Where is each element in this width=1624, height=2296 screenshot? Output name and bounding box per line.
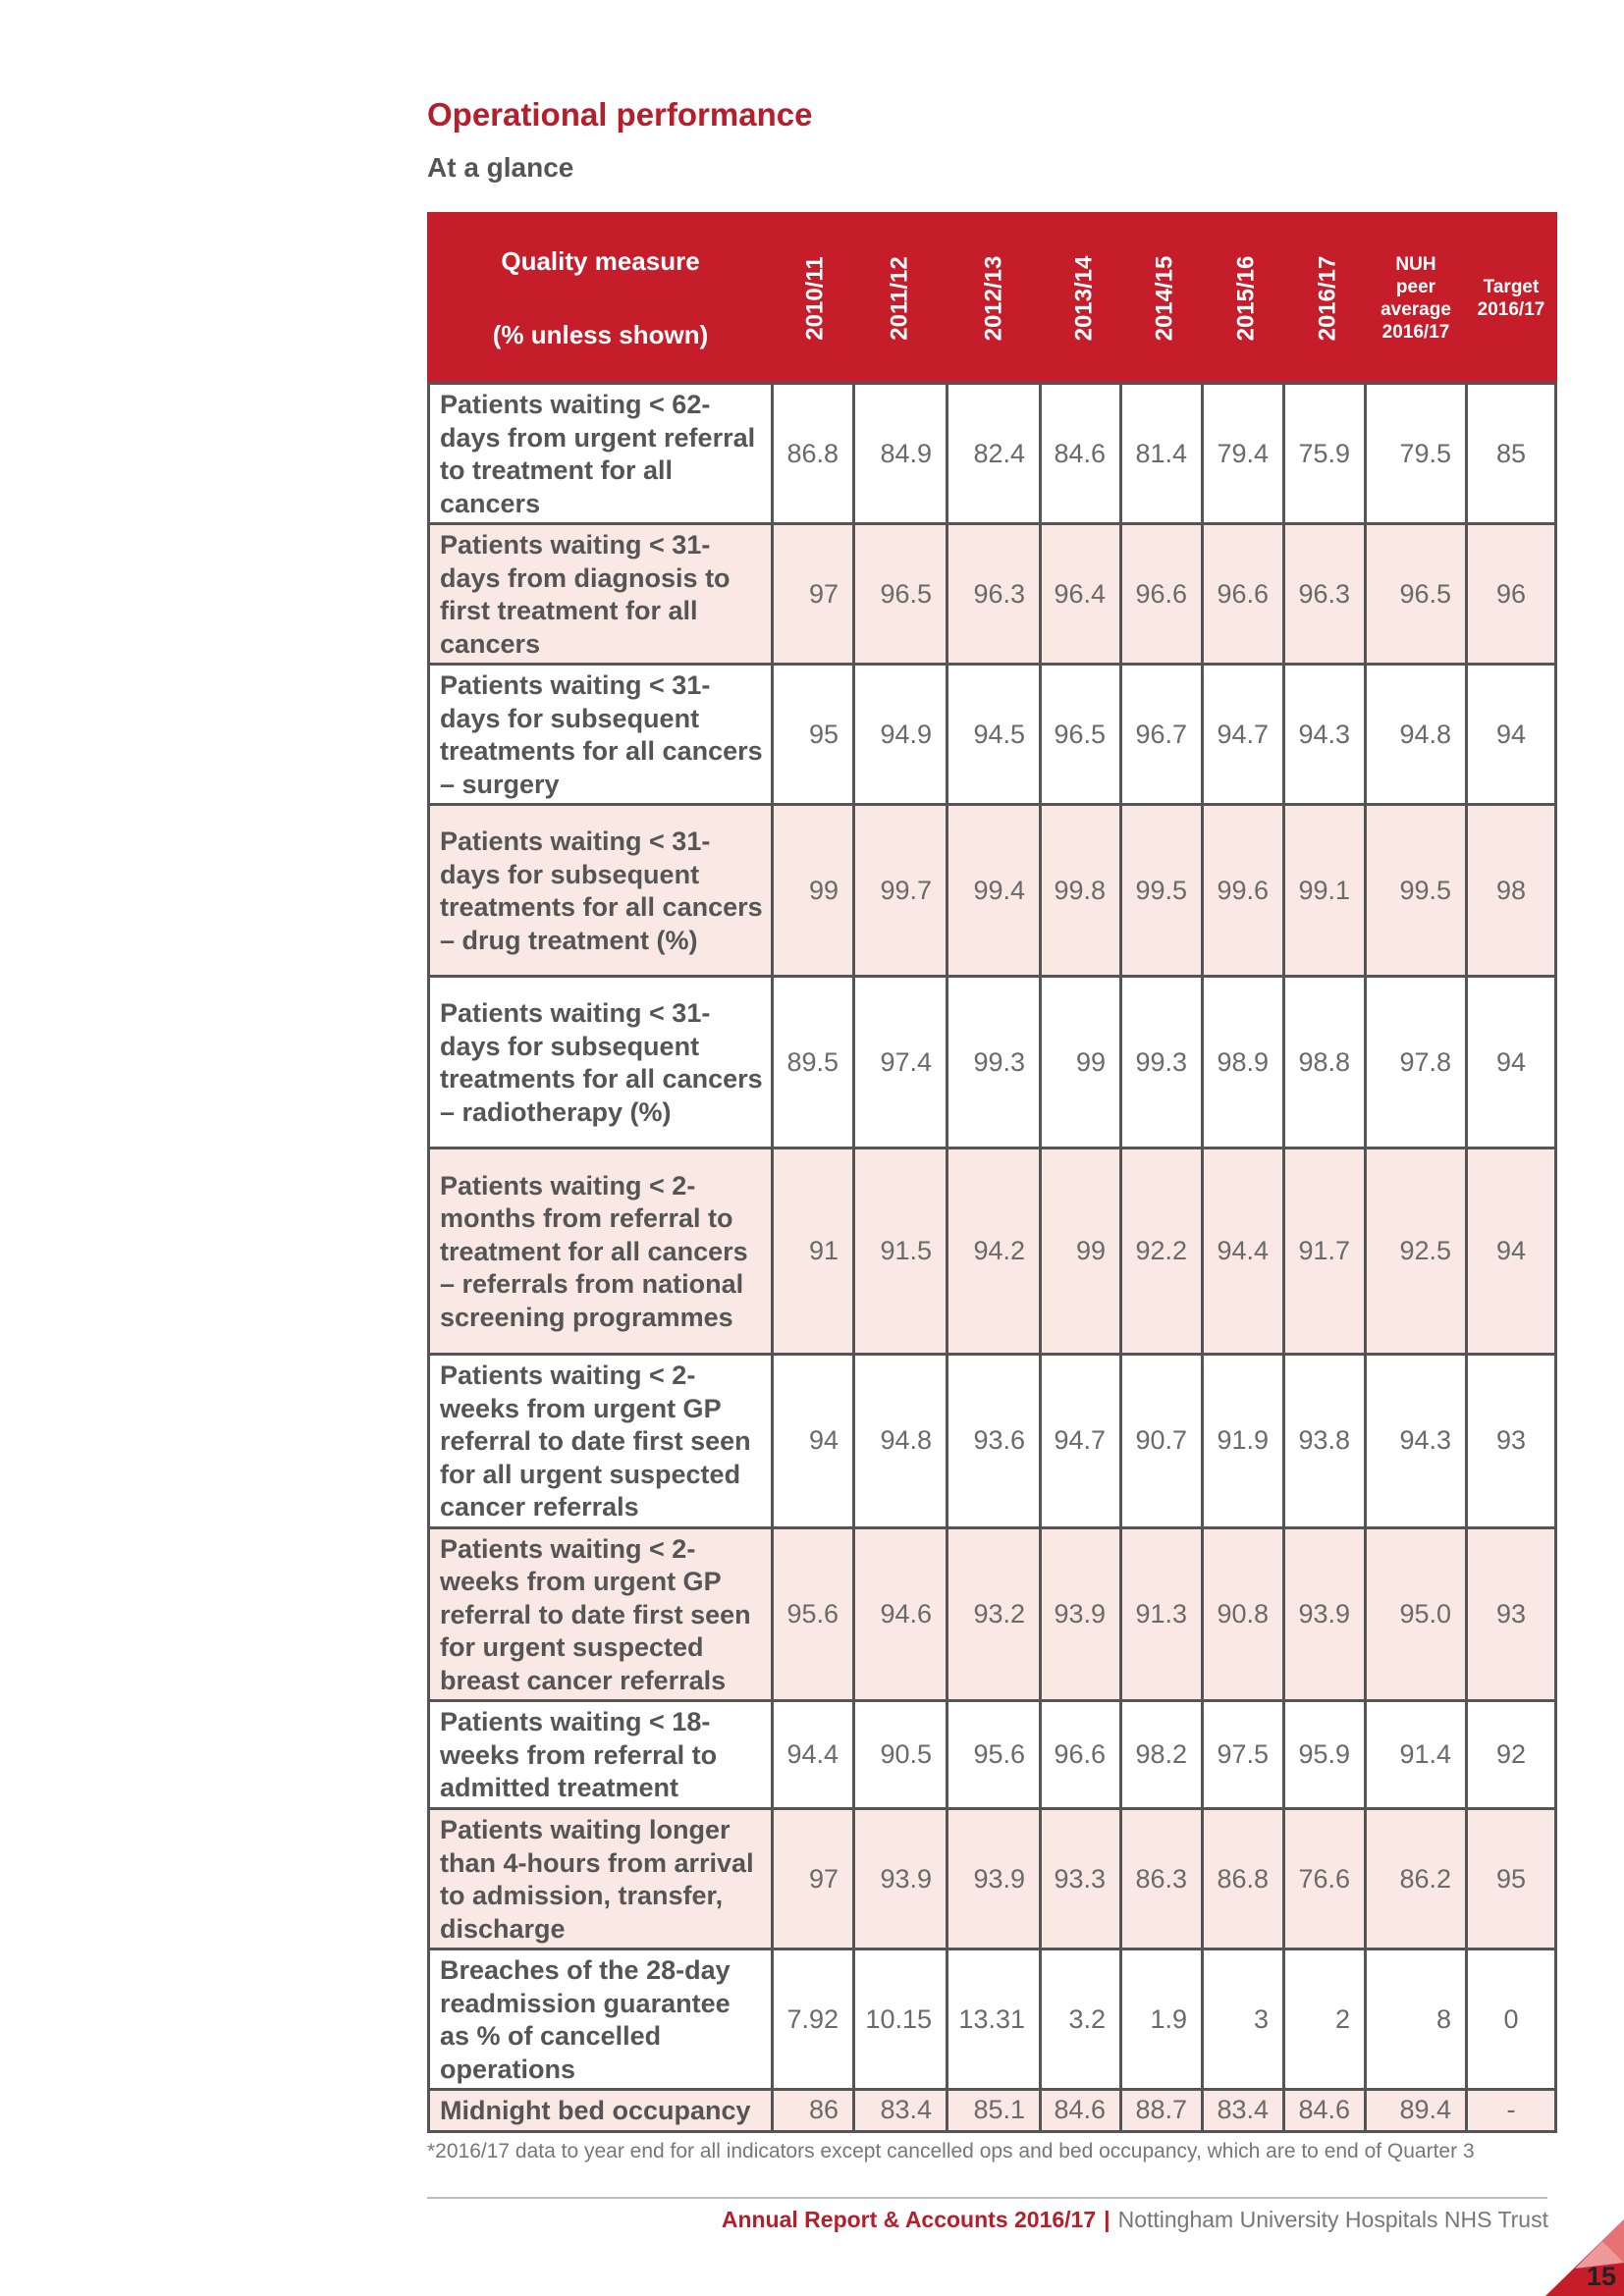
table-row bbox=[429, 1949, 1556, 2090]
measure-cell: Midnight bed occupancy bbox=[429, 2090, 773, 2132]
year-value-cell: 93.6 bbox=[947, 1355, 1041, 1528]
target-cell: 92 bbox=[1467, 1701, 1556, 1809]
year-value-cell: 96.6 bbox=[1203, 524, 1284, 665]
target-cell: 94 bbox=[1467, 977, 1556, 1148]
year-value-cell: 97 bbox=[773, 524, 854, 665]
footer-separator: | bbox=[1104, 2207, 1110, 2232]
year-value-cell: 83.4 bbox=[1203, 2090, 1284, 2132]
year-value-cell: 96.5 bbox=[854, 524, 947, 665]
table-row bbox=[429, 665, 1556, 805]
measure-cell: Patients waiting < 31-days for subsequent treatments for all cancers – radiotherapy (%) bbox=[429, 977, 773, 1148]
year-value-cell: 99.8 bbox=[1041, 805, 1121, 977]
year-value-cell: 94.2 bbox=[947, 1148, 1041, 1355]
year-value-cell: 84.6 bbox=[1284, 2090, 1366, 2132]
year-value-cell: 84.9 bbox=[854, 384, 947, 524]
year-value-cell: 7.92 bbox=[773, 1949, 854, 2090]
year-value-cell: 94.3 bbox=[1284, 665, 1366, 805]
year-value-cell: 82.4 bbox=[947, 384, 1041, 524]
page-subtitle: At a glance bbox=[427, 152, 574, 183]
page-title: Operational performance bbox=[427, 96, 813, 133]
year-value-cell: 99 bbox=[1041, 977, 1121, 1148]
year-value-cell: 84.6 bbox=[1041, 384, 1121, 524]
year-value-cell: 86.3 bbox=[1121, 1809, 1203, 1949]
year-value-cell: 92.2 bbox=[1121, 1148, 1203, 1355]
measure-cell: Patients waiting < 2-months from referral to treatment for all cancers – referrals from national screening programmes bbox=[429, 1148, 773, 1355]
target-cell: 93 bbox=[1467, 1527, 1556, 1701]
year-value-cell: 3 bbox=[1203, 1949, 1284, 2090]
target-cell: 94 bbox=[1467, 1148, 1556, 1355]
year-value-cell: 99.6 bbox=[1203, 805, 1284, 977]
year-value-cell: 13.31 bbox=[947, 1949, 1041, 2090]
year-value-cell: 99 bbox=[1041, 1148, 1121, 1355]
table-row bbox=[429, 384, 1556, 524]
year-value-cell: 76.6 bbox=[1284, 1809, 1366, 1949]
year-value-cell: 93.9 bbox=[854, 1809, 947, 1949]
year-value-cell: 84.6 bbox=[1041, 2090, 1121, 2132]
header-year: 2015/16 bbox=[1203, 214, 1284, 384]
peer-average-cell: 92.5 bbox=[1366, 1148, 1467, 1355]
table-row bbox=[429, 977, 1556, 1148]
target-cell: - bbox=[1467, 2090, 1556, 2132]
footer-org-name: Nottingham University Hospitals NHS Trust bbox=[1117, 2207, 1548, 2232]
target-cell: 85 bbox=[1467, 384, 1556, 524]
year-value-cell: 81.4 bbox=[1121, 384, 1203, 524]
peer-average-cell: 94.3 bbox=[1366, 1355, 1467, 1528]
year-value-cell: 2 bbox=[1284, 1949, 1366, 2090]
target-cell: 93 bbox=[1467, 1355, 1556, 1528]
year-value-cell: 93.9 bbox=[1041, 1527, 1121, 1701]
header-measure-unit: (% unless shown) bbox=[492, 320, 709, 349]
header-measure-title: Quality measure bbox=[501, 246, 700, 276]
measure-cell: Patients waiting < 31-days for subsequent treatments for all cancers – drug treatment (%) bbox=[429, 805, 773, 977]
header-year: 2016/17 bbox=[1284, 214, 1366, 384]
header-year: 2011/12 bbox=[854, 214, 947, 384]
table-header-row bbox=[429, 214, 1556, 384]
measure-cell: Patients waiting < 31-days for subsequent treatments for all cancers – surgery bbox=[429, 665, 773, 805]
measure-cell: Patients waiting < 62-days from urgent referral to treatment for all cancers bbox=[429, 384, 773, 524]
year-value-cell: 86 bbox=[773, 2090, 854, 2132]
year-value-cell: 94.4 bbox=[1203, 1148, 1284, 1355]
measure-cell: Patients waiting < 31-days from diagnosis to first treatment for all cancers bbox=[429, 524, 773, 665]
peer-average-cell: 79.5 bbox=[1366, 384, 1467, 524]
header-peer-average: NUH peer average 2016/17 bbox=[1366, 214, 1467, 384]
header-year: 2012/13 bbox=[947, 214, 1041, 384]
year-value-cell: 79.4 bbox=[1203, 384, 1284, 524]
year-value-cell: 96.6 bbox=[1121, 524, 1203, 665]
target-cell: 95 bbox=[1467, 1809, 1556, 1949]
year-value-cell: 3.2 bbox=[1041, 1949, 1121, 2090]
footer-divider bbox=[427, 2197, 1547, 2199]
year-value-cell: 99.7 bbox=[854, 805, 947, 977]
peer-average-cell: 86.2 bbox=[1366, 1809, 1467, 1949]
table-row bbox=[429, 1527, 1556, 1701]
peer-average-cell: 91.4 bbox=[1366, 1701, 1467, 1809]
year-value-cell: 93.8 bbox=[1284, 1355, 1366, 1528]
table-row bbox=[429, 1701, 1556, 1809]
peer-average-cell: 99.5 bbox=[1366, 805, 1467, 977]
year-value-cell: 97.4 bbox=[854, 977, 947, 1148]
target-cell: 96 bbox=[1467, 524, 1556, 665]
performance-table bbox=[427, 212, 1557, 2133]
year-value-cell: 94 bbox=[773, 1355, 854, 1528]
year-value-cell: 91.9 bbox=[1203, 1355, 1284, 1528]
year-value-cell: 90.5 bbox=[854, 1701, 947, 1809]
year-value-cell: 96.5 bbox=[1041, 665, 1121, 805]
year-value-cell: 98.2 bbox=[1121, 1701, 1203, 1809]
year-value-cell: 94.5 bbox=[947, 665, 1041, 805]
year-value-cell: 96.7 bbox=[1121, 665, 1203, 805]
year-value-cell: 96.3 bbox=[947, 524, 1041, 665]
year-value-cell: 95.6 bbox=[773, 1527, 854, 1701]
year-value-cell: 91.3 bbox=[1121, 1527, 1203, 1701]
measure-cell: Patients waiting < 2-weeks from urgent GP referral to date first seen for urgent suspected breast cancer referrals bbox=[429, 1527, 773, 1701]
year-value-cell: 99.5 bbox=[1121, 805, 1203, 977]
year-value-cell: 93.9 bbox=[947, 1809, 1041, 1949]
year-value-cell: 99.3 bbox=[947, 977, 1041, 1148]
year-value-cell: 94.4 bbox=[773, 1701, 854, 1809]
year-value-cell: 75.9 bbox=[1284, 384, 1366, 524]
year-value-cell: 89.5 bbox=[773, 977, 854, 1148]
footer bbox=[722, 2207, 1548, 2233]
measure-cell: Patients waiting < 18-weeks from referral to admitted treatment bbox=[429, 1701, 773, 1809]
year-value-cell: 1.9 bbox=[1121, 1949, 1203, 2090]
year-value-cell: 98.8 bbox=[1284, 977, 1366, 1148]
year-value-cell: 93.2 bbox=[947, 1527, 1041, 1701]
year-value-cell: 99 bbox=[773, 805, 854, 977]
footnote: *2016/17 data to year end for all indicators except cancelled ops and bed occupancy, which are to end of Quarter 3 bbox=[427, 2140, 1475, 2163]
year-value-cell: 95 bbox=[773, 665, 854, 805]
target-cell: 0 bbox=[1467, 1949, 1556, 2090]
year-value-cell: 95.6 bbox=[947, 1701, 1041, 1809]
year-value-cell: 91.5 bbox=[854, 1148, 947, 1355]
header-year: 2014/15 bbox=[1121, 214, 1203, 384]
year-value-cell: 91 bbox=[773, 1148, 854, 1355]
measure-cell: Patients waiting longer than 4-hours from arrival to admission, transfer, discharge bbox=[429, 1809, 773, 1949]
peer-average-cell: 89.4 bbox=[1366, 2090, 1467, 2132]
year-value-cell: 94.6 bbox=[854, 1527, 947, 1701]
peer-average-cell: 96.5 bbox=[1366, 524, 1467, 665]
year-value-cell: 96.4 bbox=[1041, 524, 1121, 665]
header-target: Target 2016/17 bbox=[1467, 214, 1556, 384]
year-value-cell: 99.3 bbox=[1121, 977, 1203, 1148]
peer-average-cell: 8 bbox=[1366, 1949, 1467, 2090]
table-row bbox=[429, 2090, 1556, 2132]
year-value-cell: 95.9 bbox=[1284, 1701, 1366, 1809]
peer-average-cell: 97.8 bbox=[1366, 977, 1467, 1148]
year-value-cell: 83.4 bbox=[854, 2090, 947, 2132]
year-value-cell: 90.7 bbox=[1121, 1355, 1203, 1528]
peer-average-cell: 95.0 bbox=[1366, 1527, 1467, 1701]
year-value-cell: 99.1 bbox=[1284, 805, 1366, 977]
year-value-cell: 86.8 bbox=[1203, 1809, 1284, 1949]
year-value-cell: 90.8 bbox=[1203, 1527, 1284, 1701]
year-value-cell: 91.7 bbox=[1284, 1148, 1366, 1355]
year-value-cell: 85.1 bbox=[947, 2090, 1041, 2132]
year-value-cell: 94.9 bbox=[854, 665, 947, 805]
table-row bbox=[429, 805, 1556, 977]
table-row bbox=[429, 1355, 1556, 1528]
header-year: 2013/14 bbox=[1041, 214, 1121, 384]
header-year: 2010/11 bbox=[773, 214, 854, 384]
year-value-cell: 86.8 bbox=[773, 384, 854, 524]
year-value-cell: 94.7 bbox=[1203, 665, 1284, 805]
measure-cell: Breaches of the 28-day readmission guarantee as % of cancelled operations bbox=[429, 1949, 773, 2090]
header-quality-measure bbox=[429, 214, 773, 384]
year-value-cell: 98.9 bbox=[1203, 977, 1284, 1148]
year-value-cell: 93.3 bbox=[1041, 1809, 1121, 1949]
year-value-cell: 94.8 bbox=[854, 1355, 947, 1528]
table-row bbox=[429, 1809, 1556, 1949]
year-value-cell: 96.6 bbox=[1041, 1701, 1121, 1809]
target-cell: 94 bbox=[1467, 665, 1556, 805]
table-row bbox=[429, 524, 1556, 665]
footer-report-title: Annual Report & Accounts 2016/17 bbox=[721, 2207, 1097, 2232]
year-value-cell: 97.5 bbox=[1203, 1701, 1284, 1809]
target-cell: 98 bbox=[1467, 805, 1556, 977]
year-value-cell: 99.4 bbox=[947, 805, 1041, 977]
year-value-cell: 94.7 bbox=[1041, 1355, 1121, 1528]
peer-average-cell: 94.8 bbox=[1366, 665, 1467, 805]
year-value-cell: 10.15 bbox=[854, 1949, 947, 2090]
table-row bbox=[429, 1148, 1556, 1355]
measure-cell: Patients waiting < 2-weeks from urgent GP referral to date first seen for all urgent suspected cancer referrals bbox=[429, 1355, 773, 1528]
year-value-cell: 88.7 bbox=[1121, 2090, 1203, 2132]
year-value-cell: 96.3 bbox=[1284, 524, 1366, 665]
year-value-cell: 93.9 bbox=[1284, 1527, 1366, 1701]
year-value-cell: 97 bbox=[773, 1809, 854, 1949]
page-number: 15 bbox=[1586, 2262, 1616, 2291]
